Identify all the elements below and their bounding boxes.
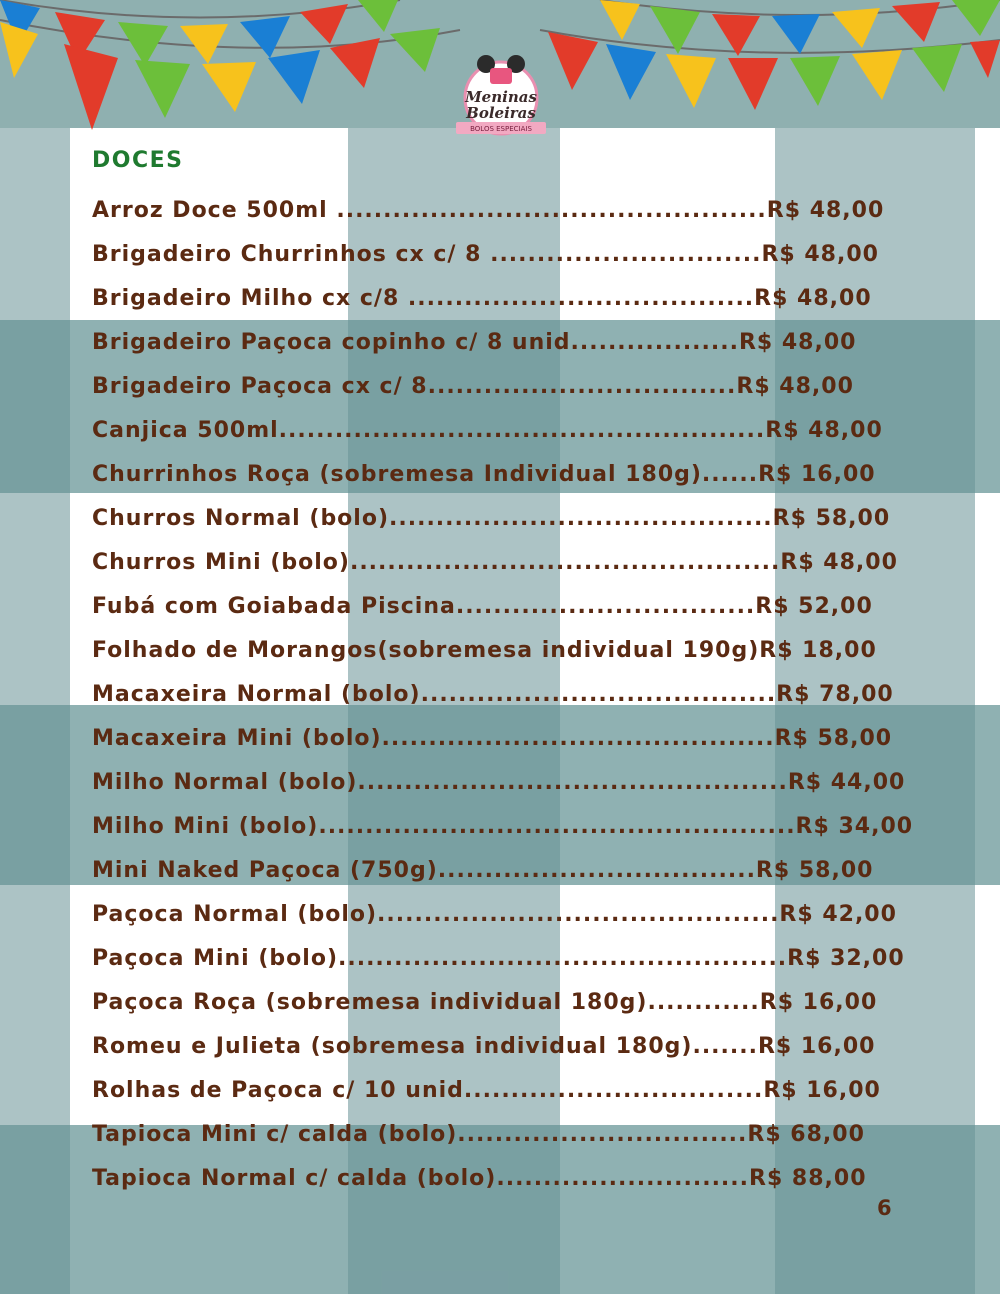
menu-item: Churros Mini (bolo)..............................................R$ 48,00: [92, 550, 898, 575]
menu-item: Fubá com Goiabada Piscina................................R$ 52,00: [92, 594, 873, 619]
menu-item: Mini Naked Paçoca (750g)..................................R$ 58,00: [92, 858, 874, 883]
menu-item: Folhado de Morangos(sobremesa individual 190g)R$ 18,00: [92, 638, 877, 663]
menu-item: Churros Normal (bolo).........................................R$ 58,00: [92, 506, 891, 531]
menu-item: Tapioca Normal c/ calda (bolo)...........................R$ 88,00: [92, 1166, 867, 1191]
menu-item: Milho Mini (bolo)...................................................R$ 34,00: [92, 814, 914, 839]
section-title: DOCES: [92, 148, 184, 173]
menu-item: Arroz Doce 500ml ..............................................R$ 48,00: [92, 198, 885, 223]
page-number: 6: [877, 1196, 892, 1220]
logo-line1: Meninas: [465, 88, 537, 106]
menu-item: Milho Normal (bolo)..............................................R$ 44,00: [92, 770, 906, 795]
menu-item: Tapioca Mini c/ calda (bolo)...............................R$ 68,00: [92, 1122, 865, 1147]
logo-line2: Boleiras: [466, 104, 536, 122]
menu-item: Brigadeiro Paçoca cx c/ 8.................................R$ 48,00: [92, 374, 854, 399]
menu-item: Brigadeiro Milho cx c/8 .....................................R$ 48,00: [92, 286, 872, 311]
menu-item: Macaxeira Normal (bolo)......................................R$ 78,00: [92, 682, 894, 707]
menu-item: Brigadeiro Paçoca copinho c/ 8 unid..................R$ 48,00: [92, 330, 857, 355]
menu-list: [92, 193, 922, 1205]
menu-item: Paçoca Mini (bolo)................................................R$ 32,00: [92, 946, 905, 971]
menu-item: Churrinhos Roça (sobremesa Individual 180g)......R$ 16,00: [92, 462, 876, 487]
menu-item: Romeu e Julieta (sobremesa individual 180g).......R$ 16,00: [92, 1034, 876, 1059]
brand-logo: [448, 50, 554, 142]
menu-item: Paçoca Normal (bolo)...........................................R$ 42,00: [92, 902, 897, 927]
logo-tagline: BOLOS ESPECIAIS: [470, 125, 532, 133]
menu-item: Rolhas de Paçoca c/ 10 unid................................R$ 16,00: [92, 1078, 881, 1103]
menu-item: Paçoca Roça (sobremesa individual 180g)............R$ 16,00: [92, 990, 878, 1015]
menu-item: Brigadeiro Churrinhos cx c/ 8 .............................R$ 48,00: [92, 242, 879, 267]
menu-item: Macaxeira Mini (bolo)..........................................R$ 58,00: [92, 726, 893, 751]
menu-item: Canjica 500ml....................................................R$ 48,00: [92, 418, 883, 443]
